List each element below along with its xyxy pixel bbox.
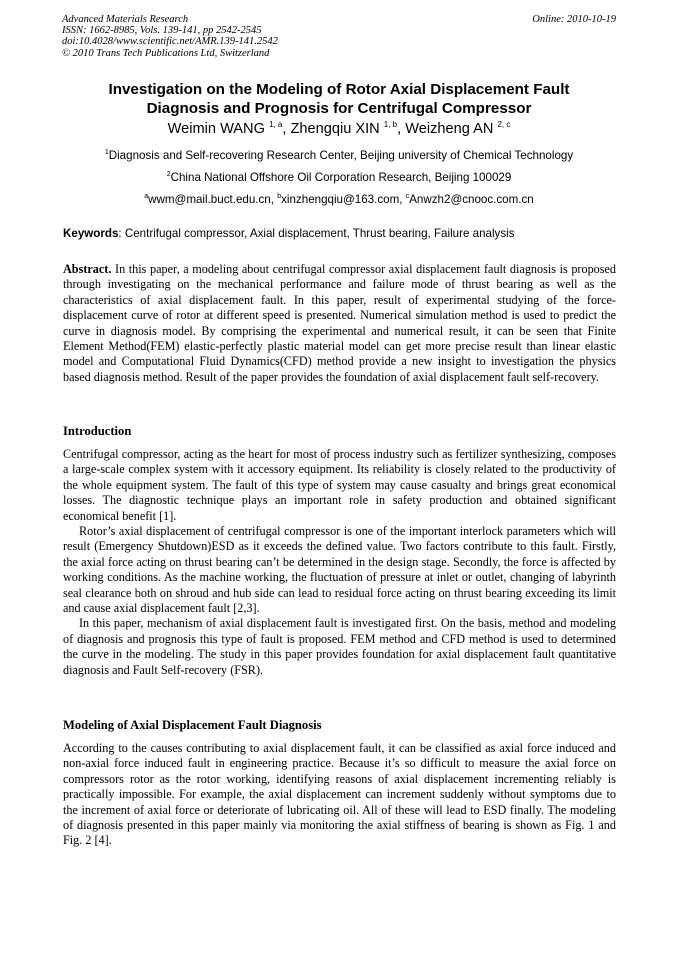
author-name: Weimin WANG xyxy=(167,121,265,137)
abstract xyxy=(63,262,616,385)
paragraph: Centrifugal compressor, acting as the heart for most of process industry such as fertilizer synthesizing, composes a large-scale complex system with it accessory equipment. Its reliability is closely related to the productivity of the whole equipment system. The fault of this type of system may cause casualty and brings great economical losses. The diagnostic technique plays an important role in safety production and obtained significant economical benefit [1]. xyxy=(63,447,616,523)
email-link[interactable]: Anwzh2@cnooc.com.cn xyxy=(409,193,534,206)
email-link[interactable]: wwm@mail.buct.edu.cn xyxy=(148,193,271,206)
separator: , xyxy=(397,121,406,137)
paragraph: According to the causes contributing to axial displacement fault, it can be classified as axial force induced and non-axial force induced fault in engineering practice. Because it’s so difficult to measure the axial force on compressors rotor as the rotor working, identifying reasons of axial displacement incrementing reliably is practically impossible. For example, the axial displacement can increment suddenly without symptoms due to the increment of axial force or deteriorate of lubricating oil. All of these will lead to ESD finally. The modeling of diagnosis presented in this paper mainly via monitoring the axial stiffness of bearing is shown as Fig. 1 and Fig. 2 [4]. xyxy=(63,741,616,848)
section-heading-introduction: Introduction xyxy=(63,424,132,438)
section-heading-modeling: Modeling of Axial Displacement Fault Diagnosis xyxy=(63,718,322,732)
email-marker: a xyxy=(144,193,149,200)
email-link[interactable]: xinzhengqiu@163.com xyxy=(281,193,400,206)
affiliation-marker: 1 xyxy=(104,149,109,156)
journal-name: Advanced Materials Research xyxy=(62,14,189,25)
modeling-body xyxy=(63,741,616,849)
keywords-label: Keywords xyxy=(63,227,119,240)
author-affiliation-marker: 1, a xyxy=(269,120,283,129)
author-affiliation-marker: 2, c xyxy=(497,120,511,129)
journal-header xyxy=(62,14,616,59)
affiliation-2 xyxy=(30,171,648,185)
title-line-1: Investigation on the Modeling of Rotor Axial Displacement Fault xyxy=(108,81,570,98)
affiliation-marker: 2 xyxy=(166,171,171,178)
email-list xyxy=(30,193,648,207)
introduction-body xyxy=(63,447,616,678)
paragraph: In this paper, mechanism of axial displacement fault is investigated first. On the basis, method and modeling of diagnosis and prognosis this type of fault is proposed. FEM method and CFD method is used to determined the curve in the modeling. The study in this paper provides foundation for axial displacement fault quantitative diagnosis and Fault Self-recovery (FSR). xyxy=(63,616,616,677)
doi-line: doi:10.4028/www.scientific.net/AMR.139-141.2542 xyxy=(62,36,278,48)
author-name: Zhengqiu XIN xyxy=(290,121,380,137)
separator: , xyxy=(282,121,291,137)
keywords xyxy=(63,227,623,241)
online-date: Online: 2010-10-19 xyxy=(532,14,616,25)
abstract-label: Abstract. xyxy=(63,262,112,276)
paragraph: Rotor’s axial displacement of centrifugal compressor is one of the important interlock parameters which will result (Emergency Shutdown)ESD as it exceeds the defined value. Two factors contribute to this fault. Firstly, the axial force acting on thrust bearing can’t be determined in the design stage. Secondly, the force is affected by working conditions. As the machine working, the fluctuation of pressure at inlet or outlet, changing of labyrinth seal clearance both on shroud and hub side can lead to residual force acting on thrust bearing exceeding its limit and cause axial displacement fault [2,3]. xyxy=(63,524,616,616)
copyright-line: © 2010 Trans Tech Publications Ltd, Switzerland xyxy=(62,47,270,59)
email-marker: b xyxy=(277,193,282,200)
affiliation-1 xyxy=(30,149,648,163)
separator: , xyxy=(399,193,406,206)
keywords-text: : Centrifugal compressor, Axial displacement, Thrust bearing, Failure analysis xyxy=(118,227,515,240)
title-line-2: Diagnosis and Prognosis for Centrifugal Compressor xyxy=(146,100,532,117)
author-list xyxy=(40,120,638,138)
issn-line: ISSN: 1662-8985, Vols. 139-141, pp 2542-2545 xyxy=(62,25,262,37)
email-marker: c xyxy=(405,193,410,200)
abstract-text: In this paper, a modeling about centrifugal compressor axial displacement fault diagnosis is proposed through investigating on the mechanical performance and failure mode of thrust bearing as well as the characteristics of axial displacement fault. In this paper, result of experimental studying of the force-displacement curve of rotor at different speed is presented. Numerical simulation method is used to predict the curve in diagnosis model. By comprising the experimental and numerical result, it can be seen that Finite Element Method(FEM) elastic-perfectly plastic material model can get more precise result than linear elastic model and Computational Fluid Dynamics(CFD) method provide a new insight to investigation the physics based diagnosis method. Result of the paper provides the foundation of axial displacement fault self-recovery. xyxy=(63,262,616,384)
author-affiliation-marker: 1, b xyxy=(383,120,398,129)
affiliation-text: Diagnosis and Self-recovering Research Center, Beijing university of Chemical Technology xyxy=(108,149,574,162)
separator: , xyxy=(270,193,278,206)
author-name: Weizheng AN xyxy=(405,121,494,137)
affiliation-text: China National Offshore Oil Corporation Research, Beijing 100029 xyxy=(170,171,512,184)
paper-title xyxy=(40,80,638,118)
